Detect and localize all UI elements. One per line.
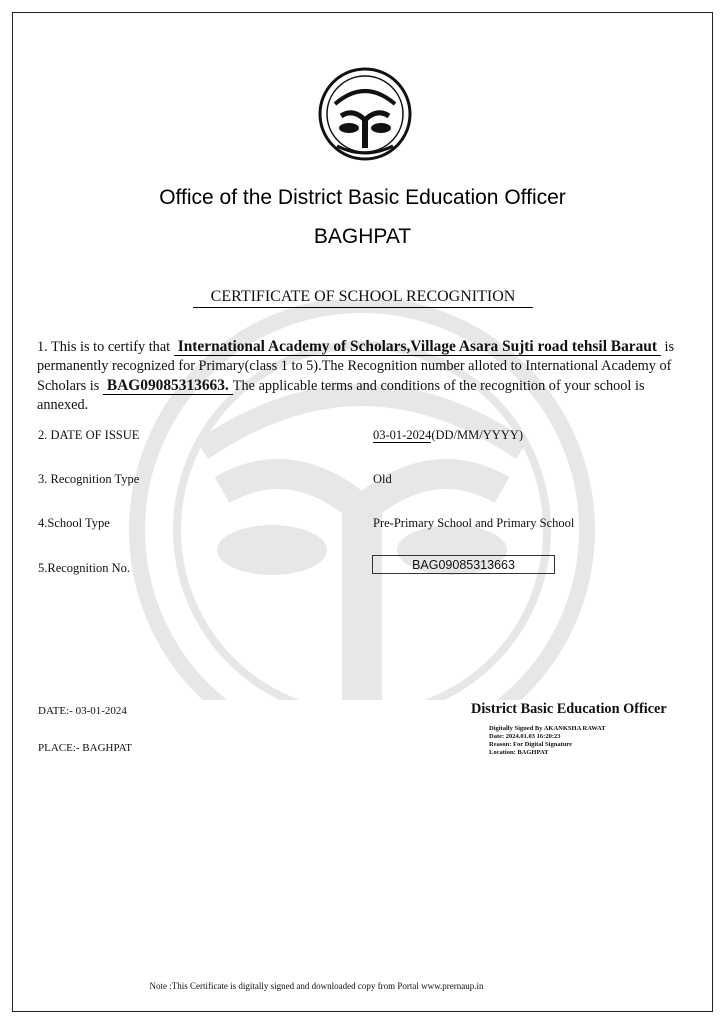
recognition-type-value: Old (373, 472, 392, 486)
para-middle: is permanently recognized for Primary(class 1 to 5).The Recognition number alloted to International Academy of Scholars is (37, 339, 675, 394)
para-recognition-no: BAG09085313663. (103, 377, 233, 395)
district-title: BAGHPAT (313, 225, 412, 248)
para-intro: 1. This is to certify that (37, 339, 174, 355)
footer-date: DATE:- 03-01-2024 (38, 705, 127, 717)
recognition-no-label: 5.Recognition No. (38, 561, 131, 575)
school-type-value: Pre-Primary School and Primary School (373, 516, 575, 530)
recognition-no-box: BAG09085313663 (372, 555, 555, 574)
footer-place: PLACE:- BAGHPAT (38, 742, 133, 754)
office-title: Office of the District Basic Education Officer (159, 186, 566, 209)
signature-location: Location: BAGHPAT (489, 749, 549, 756)
recognition-type-label: 3. Recognition Type (38, 472, 140, 486)
school-name: International Academy of Scholars,Village Asara Sujti road tehsil Baraut (174, 338, 661, 356)
footer-note: Note :This Certificate is digitally signed and downloaded copy from Portal www.prernaup.in (149, 981, 484, 991)
certificate-title: CERTIFICATE OF SCHOOL RECOGNITION (193, 288, 533, 308)
date-of-issue: 03-01-2024 (373, 428, 432, 442)
para-end: The applicable terms and conditions of the recognition of your school is annexed. (37, 378, 645, 413)
signed-by: Digitally Signed By AKANKSHA RAWAT (489, 725, 606, 732)
up-government-seal (317, 64, 413, 170)
school-type-label: 4.School Type (38, 516, 110, 530)
date-of-issue-label: 2. DATE OF ISSUE (38, 428, 140, 442)
certification-paragraph (37, 337, 691, 415)
signature-date: Date: 2024.01.03 16:20:23 (489, 733, 561, 740)
officer-title: District Basic Education Officer (471, 701, 667, 717)
date-of-issue-value (373, 428, 523, 443)
signature-reason: Reason: For Digital Signature (489, 741, 572, 748)
date-format: (DD/MM/YYYY) (431, 428, 523, 442)
